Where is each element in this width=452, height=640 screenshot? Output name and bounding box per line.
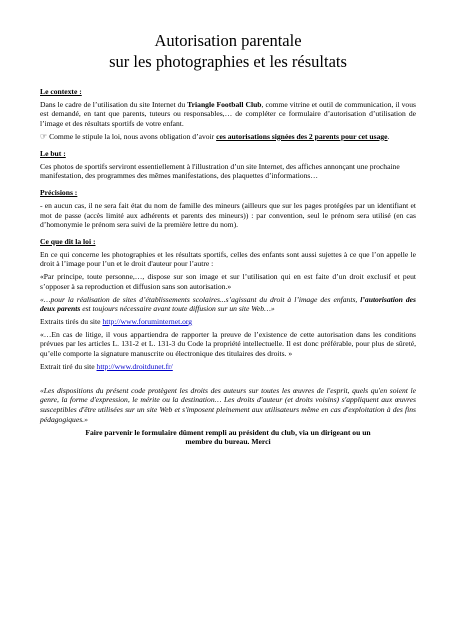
paragraph: «…En cas de litige, il vous appartiendra de rapporter la preuve de l’existence de cette autorisation dans les conditions prévues par les articles L. 131-2 et L. 131-3 du Code la propriété intellectuelle. Il est donc préférable, pour plus de sûreté, qu’elle comporte la signature manuscrite ou électronique des titulaires des droits. » xyxy=(40,329,416,359)
text: Extrait tiré du site xyxy=(40,361,97,371)
paragraph: En ce qui concerne les photographies et les résultats sportifs, celles des enfants sont aussi sujettes à ce que l’on appelle le droit à l’image pour l’un et le droit d'auteur pour l’autre : xyxy=(40,249,416,269)
quote-paragraph xyxy=(40,295,416,314)
text: Comme le stipule la loi, nous avons obligation d’avoir xyxy=(47,131,217,141)
section-heading: Ce que dit la loi : xyxy=(40,237,96,247)
text: Extraits tirés du site xyxy=(40,317,103,327)
paragraph: «Par principe, toute personne,…, dispose sur son image et sur l’utilisation qui en est faite d’un droit exclusif et peut s’opposer à sa reproduction et diffusion sans son autorisation.» xyxy=(40,272,416,291)
instruction-line-2: membre du bureau. Merci xyxy=(185,437,271,447)
section-heading: Précisions : xyxy=(40,188,78,198)
section-but xyxy=(40,149,416,181)
paragraph xyxy=(40,132,416,142)
text: , comme vitrine et outil de communication, il vous est demandé, en tant que parents, tuteurs ou responsables,… de compléter ce formulaire d’autorisation d’utilisation de l’image et des résultats sportifs de votre enfant. xyxy=(40,99,416,129)
text: «…pour la réalisation de sites d’établissements scolaires...s’agissant du droit à l’image des enfants, xyxy=(40,294,361,304)
paragraph: Ces photos de sportifs serviront essentiellement à l'illustration d’un site Internet, des affiches annonçant une prochaine manifestation, des programmes des mêmes manifestations, des plaquettes d’informations… xyxy=(40,161,400,181)
section-precisions xyxy=(40,188,416,230)
title-line-1: Autorisation parentale xyxy=(154,31,302,50)
text: Dans le cadre de l’utilisation du site Internet du xyxy=(40,99,188,109)
source-link-forum[interactable]: http://www.foruminternet.org xyxy=(102,317,193,327)
instruction-line-1: Faire parvenir le formulaire dûment rempli au président du club, via un dirigeant ou un xyxy=(85,427,371,437)
emphasis-text: ces autorisations signées des 2 parents pour cet usage xyxy=(216,131,388,141)
paragraph: - en aucun cas, il ne sera fait état du nom de famille des mineurs (ailleurs que sur les pages protégées par un identifiant et mot de passe (accès limité aux adhérents et parents des mineurs)) : par convention, seul le prénom sera utilisé (en cas d’homonymie le prénom sera suivi de la première lettre du nom). xyxy=(40,200,416,230)
title-line-2: sur les photographies et les résultats xyxy=(109,52,347,72)
emphasis-text: l’autorisation des deux parents xyxy=(40,294,416,314)
section-contexte xyxy=(40,87,416,142)
text: . xyxy=(387,131,390,141)
section-heading: Le contexte : xyxy=(40,86,82,96)
source-link-droitdunet[interactable]: http://www.droitdunet.fr/ xyxy=(96,361,173,371)
section-loi xyxy=(40,237,416,372)
footer-quote: «Les dispositions du présent code protègent les droits des auteurs sur toutes les œuvres de l'esprit, quels qu'en soient le genre, la forme d'expression, le mérite ou la destination… Les droits d'auteur (et droits voisins) s'appliquent aux œuvres susceptibles d'être utilisées sur un site Web et s'imposent pleinement aux utilisateurs même en cas d'exploitation à des fins pédagogiques.» xyxy=(40,385,416,424)
paragraph xyxy=(40,100,416,129)
pointing-hand-icon: ☞ xyxy=(40,131,48,141)
source-line xyxy=(40,317,416,327)
footer-instruction xyxy=(40,428,416,447)
text: est toujours nécessaire avant toute diffusion sur un site Web…» xyxy=(80,304,275,314)
club-name: Triangle Football Club xyxy=(187,99,262,109)
document-title xyxy=(40,30,416,73)
section-heading: Le but : xyxy=(40,148,66,158)
source-line xyxy=(40,362,416,372)
